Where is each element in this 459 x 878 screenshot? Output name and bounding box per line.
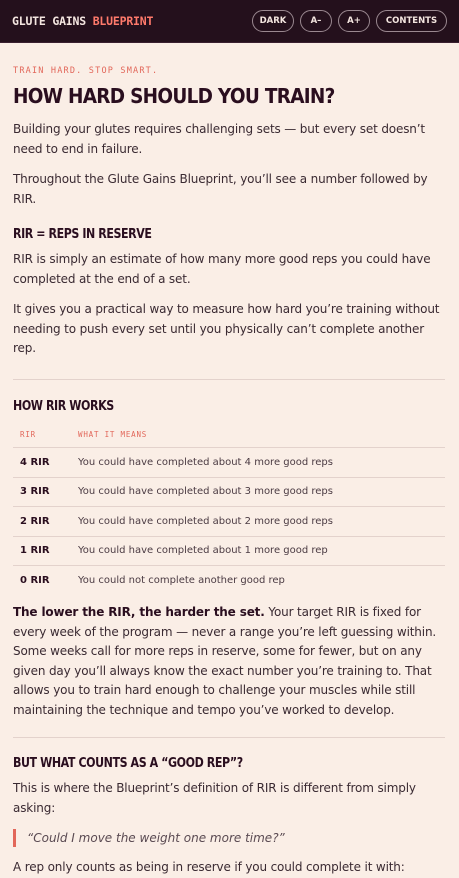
rir-summary-lead: The lower the RIR, the harder the set. — [13, 605, 265, 619]
table-header-row — [13, 422, 445, 448]
good-rep-criteria-intro: A rep only counts as being in reserve if you could complete it with: — [13, 860, 405, 874]
brand-name: GLUTE GAINS — [12, 14, 86, 28]
rir-meaning: You could have completed about 2 more good reps — [71, 507, 445, 537]
top-bar — [0, 0, 459, 43]
good-rep-intro: This is where the Blueprint’s definition of RIR is different from simply asking: — [13, 781, 416, 815]
rir-meaning: You could have completed about 1 more good rep — [71, 536, 445, 566]
dark-mode-button[interactable]: DARK — [252, 10, 294, 32]
brand-logo[interactable] — [12, 14, 252, 28]
intro-paragraph-2: Throughout the Glute Gains Blueprint, you’ll see a number followed by RIR. — [13, 172, 428, 206]
page-title: HOW HARD SHOULD YOU TRAIN? — [13, 84, 335, 108]
rir-value: 3 RIR — [13, 477, 71, 507]
rir-explanation: It gives you a practical way to measure how hard you’re training without needing to push every set until you physically can’t complete another rep. — [13, 302, 440, 355]
divider — [13, 737, 445, 738]
table-row — [13, 536, 445, 566]
rir-value: 0 RIR — [20, 575, 50, 586]
rir-meaning: You could not complete another good rep — [78, 575, 285, 586]
decrease-text-size-button[interactable]: A– — [300, 10, 332, 32]
table-row — [13, 507, 445, 537]
eyebrow: TRAIN HARD. STOP SMART. — [13, 66, 159, 76]
section-heading-good-rep: BUT WHAT COUNTS AS A “GOOD REP”? — [13, 756, 243, 771]
rir-summary-body: Your target RIR is fixed for every week of the program — never a range you’re left guessing within. Some weeks call for more reps in reserve, some for fewer, but on any given day you’ll always know the exact number you’re training to. That allows you to train hard enough to challenge your muscles while still maintaining the technique and tempo you’ve worked to develop. — [13, 605, 437, 717]
table-row — [13, 566, 445, 596]
rir-definition: RIR is simply an estimate of how many more good reps you could have completed at the end of a set. — [13, 252, 431, 286]
rir-value: 1 RIR — [13, 536, 71, 566]
rir-meaning: You could have completed about 3 more good reps — [71, 477, 445, 507]
rir-value: 4 RIR — [13, 448, 71, 478]
section-heading-how-rir-works: HOW RIR WORKS — [13, 398, 114, 414]
toolbar — [252, 10, 447, 32]
contents-button[interactable]: CONTENTS — [376, 10, 447, 32]
table-row — [13, 477, 445, 507]
table-row — [13, 448, 445, 478]
increase-text-size-button[interactable]: A+ — [338, 10, 370, 32]
rir-meaning: You could have completed about 4 more good reps — [71, 448, 445, 478]
article — [13, 66, 445, 878]
blockquote: “Could I move the weight one more time?” — [13, 829, 445, 847]
section-heading-rir: RIR = REPS IN RESERVE — [13, 227, 152, 242]
rir-summary-paragraph — [13, 603, 445, 720]
column-header-meaning: WHAT IT MEANS — [71, 422, 445, 448]
rir-table — [13, 422, 445, 596]
column-header-rir: RIR — [13, 422, 71, 448]
rir-value: 2 RIR — [13, 507, 71, 537]
divider — [13, 379, 445, 380]
intro-paragraph: Building your glutes requires challenging sets — but every set doesn’t need to end in failure. — [13, 122, 425, 156]
brand-accent: BLUEPRINT — [92, 14, 154, 28]
